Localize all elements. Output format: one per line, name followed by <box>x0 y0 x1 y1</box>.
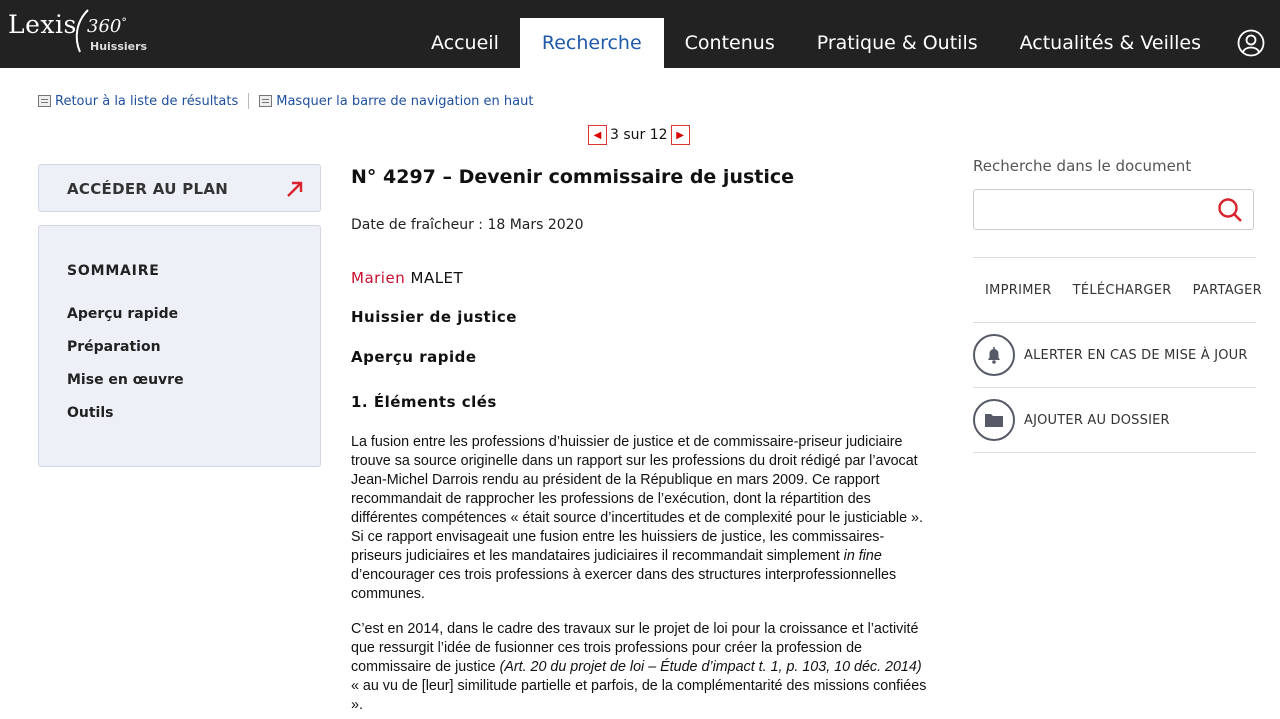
divider <box>973 452 1256 453</box>
logo-product: Huissiers <box>90 40 148 53</box>
lexis360-logo[interactable] <box>8 6 158 58</box>
toc-item-apercu[interactable]: Aperçu rapide <box>67 306 179 322</box>
section-heading: Aperçu rapide <box>351 348 477 366</box>
print-button[interactable]: IMPRIMER <box>985 283 1052 298</box>
nav-recherche[interactable]: Recherche <box>520 18 664 68</box>
document-links-row <box>38 93 533 109</box>
arrow-up-right-icon <box>286 180 304 198</box>
bell-icon <box>984 345 1004 365</box>
search-icon[interactable] <box>1217 197 1243 223</box>
alert-update-label: ALERTER EN CAS DE MISE À JOUR <box>1024 347 1248 363</box>
document-search-label: Recherche dans le document <box>973 157 1192 175</box>
main-nav <box>410 0 1280 68</box>
document-actions <box>985 283 1262 298</box>
add-to-folder-label: AJOUTER AU DOSSIER <box>1024 412 1170 428</box>
table-of-contents <box>38 225 321 467</box>
logo-wordmark: Lexis <box>8 10 77 39</box>
result-pager <box>588 125 690 145</box>
user-circle-icon <box>1237 29 1265 57</box>
author-role: Huissier de justice <box>351 308 517 326</box>
divider <box>973 257 1256 258</box>
add-to-folder-button[interactable] <box>973 399 1170 441</box>
divider <box>973 322 1256 323</box>
document-search-field <box>973 189 1254 230</box>
nav-accueil[interactable]: Accueil <box>431 32 499 54</box>
bell-icon-wrap <box>973 334 1015 376</box>
toc-title: SOMMAIRE <box>67 263 160 279</box>
hide-nav-link[interactable] <box>259 93 533 109</box>
folder-icon <box>984 411 1004 429</box>
fullscreen-icon <box>259 95 272 107</box>
back-to-results-label: Retour à la liste de résultats <box>55 93 239 109</box>
document-title: N° 4297 – Devenir commissaire de justice <box>351 166 795 188</box>
document-date: Date de fraîcheur : 18 Mars 2020 <box>351 217 584 233</box>
toc-item-mise-en-oeuvre[interactable]: Mise en œuvre <box>67 372 184 388</box>
author-name <box>351 269 463 287</box>
hide-nav-label: Masquer la barre de navigation en haut <box>276 93 534 109</box>
caret-left-icon: ◀ <box>593 129 602 141</box>
list-icon <box>38 95 51 107</box>
alert-update-button[interactable] <box>973 334 1248 376</box>
toc-item-preparation[interactable]: Préparation <box>67 339 161 355</box>
divider <box>973 387 1256 388</box>
back-to-results-link[interactable] <box>38 93 238 109</box>
document-search-input[interactable] <box>982 190 1212 228</box>
paragraph-2: C’est en 2014, dans le cadre des travaux sur le projet de loi pour la croissance et l’activité que ressurgit l’idée de fusionner ces trois professions pour créer la profession de commissaire de justice (Art. 20 du projet de loi – Étude d’impact t. 1, p. 103, 10 déc. 2014) « au vu de [leur] similitude partielle et parfois, de la complémentarité des missions confiées ». <box>351 621 927 713</box>
download-button[interactable]: TÉLÉCHARGER <box>1072 283 1172 298</box>
logo-version: 360° <box>87 16 127 37</box>
access-plan-label: ACCÉDER AU PLAN <box>67 180 229 198</box>
toc-item-outils[interactable]: Outils <box>67 405 114 421</box>
top-navigation-bar <box>0 0 1280 68</box>
pager-position: 3 sur 12 <box>610 127 668 143</box>
nav-contenus[interactable]: Contenus <box>684 32 775 54</box>
author-first-name: Marien <box>351 269 406 287</box>
user-account-button[interactable] <box>1222 18 1280 68</box>
caret-right-icon: ▶ <box>676 129 684 141</box>
author-last-name: MALET <box>410 269 464 287</box>
nav-actualites-veilles[interactable]: Actualités & Veilles <box>1019 32 1201 54</box>
subsection-heading: 1. Éléments clés <box>351 393 497 411</box>
share-button[interactable]: PARTAGER <box>1192 283 1262 298</box>
links-divider <box>248 93 249 109</box>
next-result-button[interactable] <box>671 125 690 145</box>
folder-icon-wrap <box>973 399 1015 441</box>
paragraph-1: La fusion entre les professions d’huissier de justice et de commissaire-priseur judiciaire trouve sa source originelle dans un rapport sur les professions du droit rédigé par l’avocat Jean-Michel Darrois rendu au président de la République en mars 2009. Ce rapport recommandait de rapprocher les professions de l’exécution, dont la répartition des différentes compétences « était source d’incertitudes et de complexité pour le justiciable ». Si ce rapport envisageait une fusion entre les huissiers de justice, les commissaires-priseurs judiciaires et les mandataires judiciaires il recommandait simplement in fine d’encourager ces trois professions à exercer dans des structures interprofessionnelles communes. <box>351 434 923 602</box>
previous-result-button[interactable] <box>588 125 607 145</box>
access-plan-button[interactable] <box>38 164 321 212</box>
nav-pratique-outils[interactable]: Pratique & Outils <box>816 32 978 54</box>
